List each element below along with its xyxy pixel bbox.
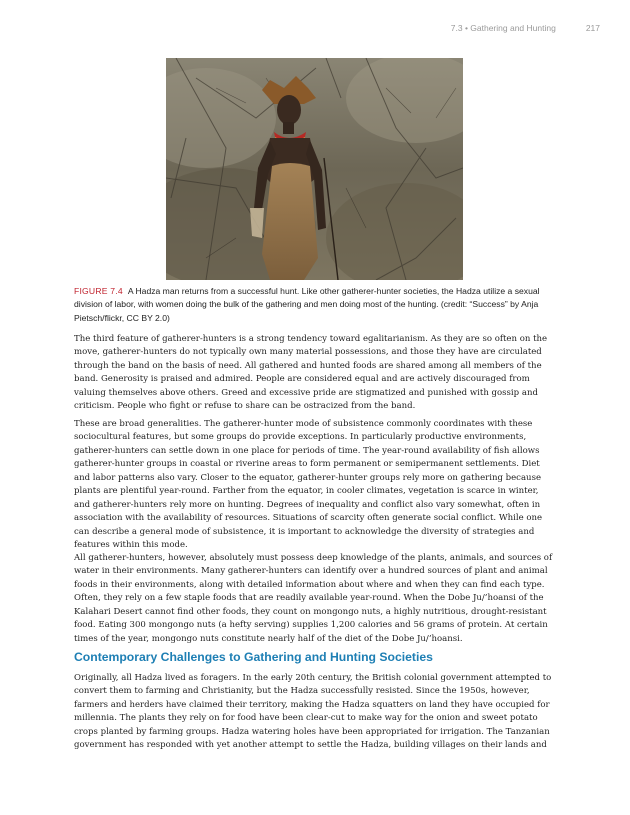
paragraph-deep-knowledge: All gatherer-hunters, however, absolutely must possess deep knowledge of the plants, animals, and sources of water in their environments. Many gatherer-hunters can identify over a hundred sources of plant and animal foods in their environments, along with detailed information about where and when they can find each type. Often, they rely on a few staple foods that are readily available year-round. When the Dobe Ju/’hoansi of the Kalahari Desert cannot find other foods, they count on mongongo nuts, a highly nutritious, drought-resistant food. Eating 300 mongongo nuts (a hefty serving) supplies 1,200 calories and 56 grams of protein. At certain times of the year, mongongo nuts constitute nearly half of the diet of the Dobe Ju/’hoansi. xyxy=(74,553,553,644)
paragraph-hadza-foragers: Originally, all Hadza lived as foragers. In the early 20th century, the British colonial government attempted to convert them to farming and Christianity, but the Hadza successfully resisted. Since the 1950s, however, farmers and herders have claimed their territory, making the Hadza squatters on land they have occupied for millennia. The plants they rely on for food have been clear-cut to make way for the onion and sweet potato crops planted by farming groups. Hadza watering holes have been appropriated for irrigation. The Tanzanian government has responded with yet another attempt to settle the Hadza, building villages on their lands and xyxy=(74,673,552,751)
figure-label: FIGURE 7.4 xyxy=(74,286,123,296)
paragraph-egalitarianism: The third feature of gatherer-hunters is a strong tendency toward egalitarianism. As they are so often on the move, gatherer-hunters do not typically own many material possessions, and those they have are circulated through the band on the basis of need. All gathered and hunted foods are shared among all members of the band. Generosity is praised and admired. People are considered equal and are actively discouraged from valuing themselves above others. Greed and excessive pride are stigmatized and punished with gossip and criticism. People who fight or refuse to share can be ostracized from the band. xyxy=(74,334,548,412)
running-header xyxy=(451,23,600,33)
figure-caption xyxy=(74,285,556,325)
paragraph-broad-generalities: These are broad generalities. The gatherer-hunter mode of subsistence commonly coordinates with these sociocultural features, but some groups do provide exceptions. In particularly productive environments, gatherer-hunters can settle down in one place for periods of time. The year-round availability of fish allows gatherer-hunter groups in coastal or riverine areas to form permanent or semipermanent settlements. Diet and labor patterns also vary. Closer to the equator, gatherer-hunter groups rely more on gathering because plants are plentiful year-round. Farther from the equator, in cooler climates, vegetation is scarce in winter, and gatherer-hunters rely more on hunting. Degrees of inequality and conflict also vary somewhat, often in association with the availability of resources. Situations of scarcity often generate social conflict. While one can describe a general mode of subsistence, it is important to acknowledge the diversity of strategies and features within this mode. xyxy=(74,419,543,551)
section-heading: Contemporary Challenges to Gathering and Hunting Societies xyxy=(74,650,433,664)
figure-caption-text: A Hadza man returns from a successful hunt. Like other gatherer-hunter societies, the Hadza utilize a sexual division of labor, with women doing the bulk of the gathering and men doing most of the hunting. (credit: “Success” by Anja Pietsch/flickr, CC BY 2.0) xyxy=(74,286,540,323)
figure-photo-hadza-hunter xyxy=(166,58,463,280)
section-title: 7.3 • Gathering and Hunting xyxy=(450,23,556,33)
page-number: 217 xyxy=(585,23,600,33)
